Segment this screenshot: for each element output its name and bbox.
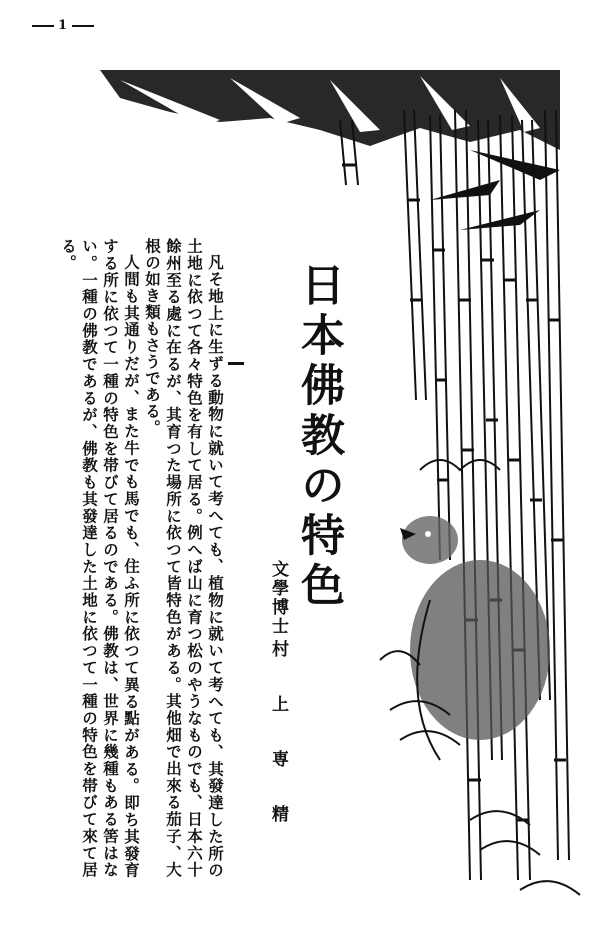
body-paragraph: 人間も其通りだが、また牛でも馬でも、住ふ所に依つて異る點がある。即ち其發育する所に依つて一種の特色を帯びて居るのである。佛教は、世界に幾種もある筈はない。一種の佛教であるが、佛教も其發達した土地に依つて一種の特色を帯びて來て居る。 bbox=[59, 238, 141, 879]
bamboo-stalks bbox=[340, 110, 569, 880]
author-title: 文學博士 bbox=[268, 560, 288, 636]
author-name: 村上専精 bbox=[268, 640, 288, 860]
bamboo-foliage bbox=[100, 70, 560, 230]
body-paragraph: 凡そ地上に生ずる動物に就いて考へても、植物に就いて考へても、其發達した所の土地に依つて各々特色を有して居る。例へば山に育つ松のやうなものでも、日本六十餘州至る處に在るが、其育つた場所に依つて皆特色がある。其他畑で出來る茄子、大根の如き類もさうである。 bbox=[143, 238, 225, 879]
page-number: 1 bbox=[28, 18, 98, 33]
body-text bbox=[58, 238, 226, 878]
article-title: 日本佛教の特色 bbox=[293, 262, 344, 612]
section-marker bbox=[228, 362, 244, 365]
